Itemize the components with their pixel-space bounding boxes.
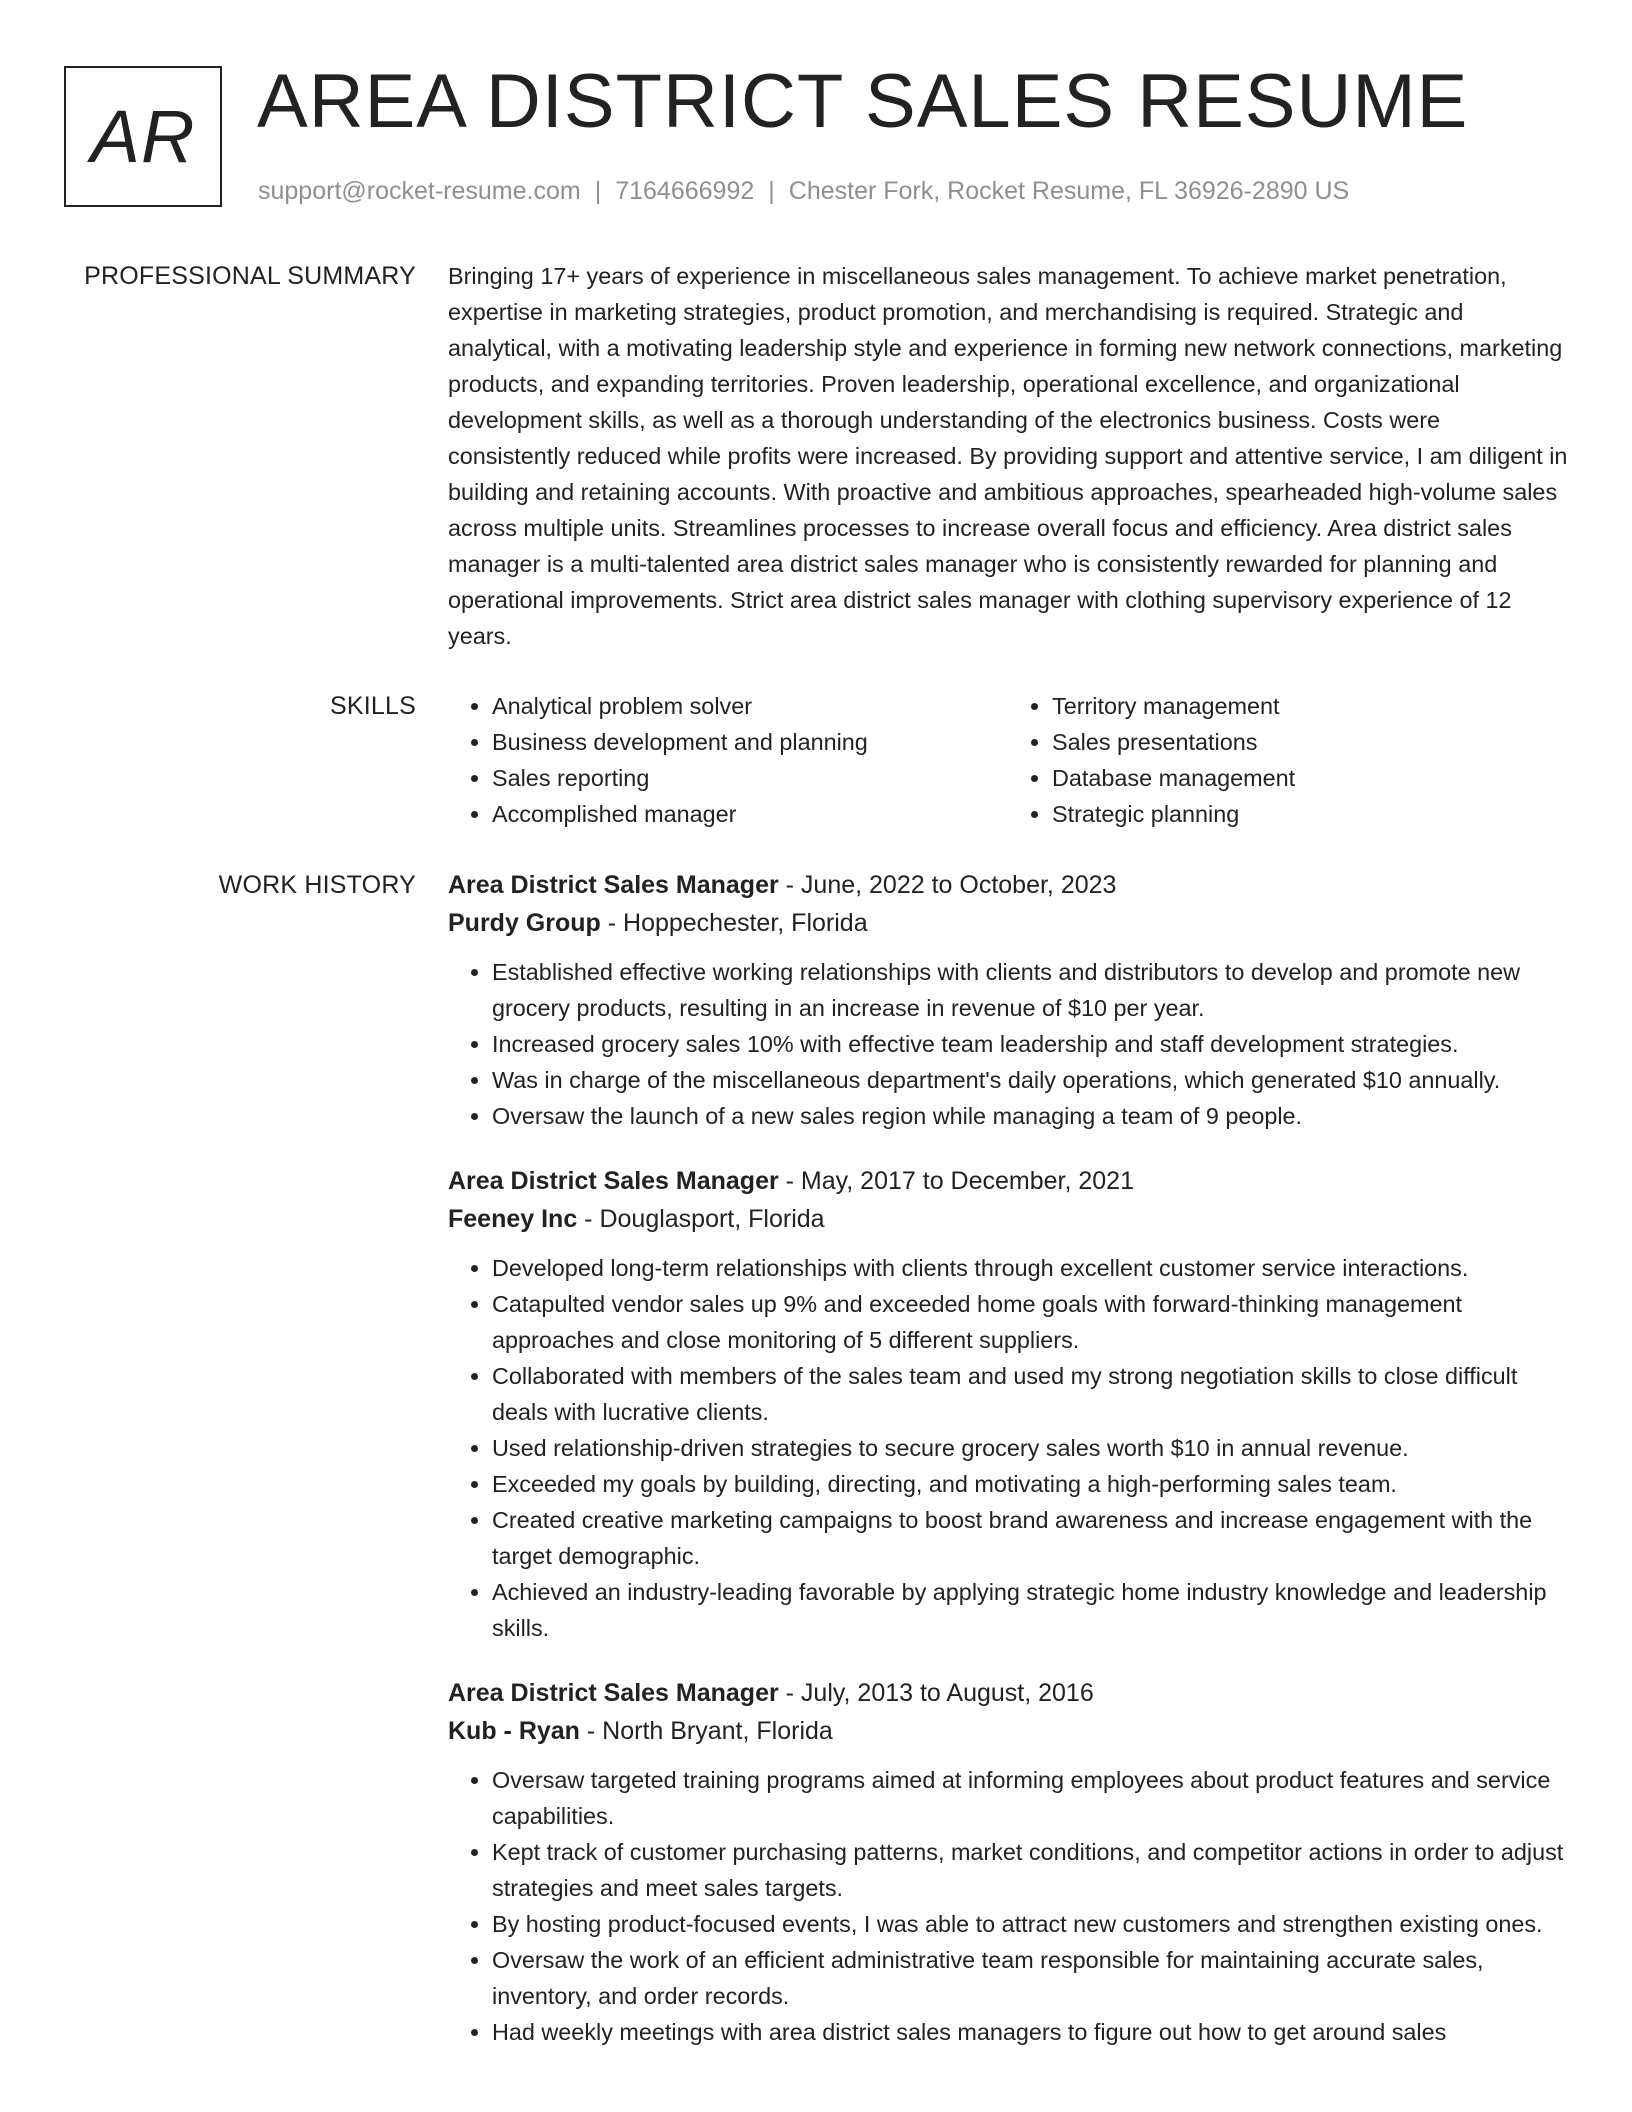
skill-item: • Strategic planning (1052, 796, 1568, 832)
job-title-line (448, 1674, 1568, 1712)
skill-item: • Business development and planning (492, 724, 1008, 760)
job-bullet: • Developed long-term relationships with clients through excellent customer service interactions. (492, 1250, 1568, 1286)
job-dates: - May, 2017 to December, 2021 (778, 1167, 1134, 1195)
summary-body (448, 258, 1568, 654)
job-entry (448, 866, 1568, 1134)
skill-item: • Database management (1052, 760, 1568, 796)
job-bullets (448, 1250, 1568, 1646)
job-title: Area District Sales Manager (448, 871, 779, 899)
work-history-label: WORK HISTORY (218, 871, 416, 899)
skills-list-left (448, 688, 1008, 832)
skill-item: • Territory management (1052, 688, 1568, 724)
contact-email: support@rocket-resume.com (258, 177, 581, 205)
skills-list-right (1008, 688, 1568, 832)
contact-phone: 7164666992 (615, 177, 755, 205)
monogram-badge: AR (64, 66, 222, 207)
job-entry (448, 1674, 1568, 2050)
job-company: Feeney Inc (448, 1205, 578, 1233)
job-company-line (448, 904, 1568, 942)
job-bullets (448, 954, 1568, 1134)
job-company-line (448, 1712, 1568, 1750)
job-bullet: • Created creative marketing campaigns to boost brand awareness and increase engagement with the target demographic. (492, 1502, 1568, 1574)
skill-item: • Sales presentations (1052, 724, 1568, 760)
job-title: Area District Sales Manager (448, 1679, 779, 1707)
skills-label: SKILLS (330, 692, 416, 720)
job-bullet: • Used relationship-driven strategies to secure grocery sales worth $10 in annual revenue. (492, 1430, 1568, 1466)
job-bullet: • Exceeded my goals by building, directing, and motivating a high-performing sales team. (492, 1466, 1568, 1502)
contact-address: Chester Fork, Rocket Resume, FL 36926-2890 US (788, 177, 1350, 205)
job-dates: - June, 2022 to October, 2023 (778, 871, 1117, 899)
job-company-line (448, 1200, 1568, 1238)
job-location: - North Bryant, Florida (579, 1717, 833, 1745)
job-bullet: • Collaborated with members of the sales team and used my strong negotiation skills to close difficult deals with lucrative clients. (492, 1358, 1568, 1430)
job-bullet: • Established effective working relationships with clients and distributors to develop and promote new grocery products, resulting in an increase in revenue of $10 per year. (492, 954, 1568, 1026)
job-bullet: • Oversaw targeted training programs aimed at informing employees about product features and service capabilities. (492, 1762, 1568, 1834)
job-company: Kub - Ryan (448, 1717, 580, 1745)
job-dates: - July, 2013 to August, 2016 (778, 1679, 1094, 1707)
job-bullet: • Was in charge of the miscellaneous department's daily operations, which generated $10 annually. (492, 1062, 1568, 1098)
job-bullet: • Oversaw the work of an efficient administrative team responsible for maintaining accurate sales, inventory, and order records. (492, 1942, 1568, 2014)
job-company: Purdy Group (448, 909, 601, 937)
work-history-body (448, 866, 1568, 2078)
skill-item: • Accomplished manager (492, 796, 1008, 832)
job-bullets (448, 1762, 1568, 2050)
skill-item: • Analytical problem solver (492, 688, 1008, 724)
job-bullet: • By hosting product-focused events, I was able to attract new customers and strengthen existing ones. (492, 1906, 1568, 1942)
job-title-line (448, 866, 1568, 904)
summary-text: Bringing 17+ years of experience in miscellaneous sales management. To achieve market penetration, expertise in marketing strategies, product promotion, and merchandising is required. Strategic and analytical, with a motivating leadership style and experience in forming new network connections, marketing products, and expanding territories. Proven leadership, operational excellence, and organizational development skills, as well as a thorough understanding of the electronics business. Costs were consistently reduced while profits were increased. By providing support and attentive service, I am diligent in building and retaining accounts. With proactive and ambitious approaches, spearheaded high-volume sales across multiple units. Streamlines processes to increase overall focus and efficiency. Area district sales manager is a multi-talented area district sales manager who is consistently rewarded for planning and operational improvements. Strict area district sales manager with clothing supervisory experience of 12 years. (448, 263, 1568, 649)
contact-separator: | (768, 177, 775, 205)
job-bullet: • Had weekly meetings with area district sales managers to figure out how to get around sales (492, 2014, 1568, 2050)
resume-title: AREA DISTRICT SALES RESUME (257, 59, 1469, 144)
job-title-line (448, 1162, 1568, 1200)
contact-line (258, 174, 1349, 208)
summary-label: PROFESSIONAL SUMMARY (84, 262, 416, 290)
job-title: Area District Sales Manager (448, 1167, 779, 1195)
job-bullet: • Kept track of customer purchasing patterns, market conditions, and competitor actions in order to adjust strategies and meet sales targets. (492, 1834, 1568, 1906)
job-bullet: • Achieved an industry-leading favorable by applying strategic home industry knowledge and leadership skills. (492, 1574, 1568, 1646)
job-entry (448, 1162, 1568, 1646)
skills-body (448, 688, 1568, 832)
contact-separator: | (594, 177, 602, 205)
job-bullet: • Oversaw the launch of a new sales region while managing a team of 9 people. (492, 1098, 1568, 1134)
job-bullet: • Increased grocery sales 10% with effective team leadership and staff development strategies. (492, 1026, 1568, 1062)
job-location: - Douglasport, Florida (577, 1205, 825, 1233)
skill-item: • Sales reporting (492, 760, 1008, 796)
job-location: - Hoppechester, Florida (600, 909, 868, 937)
job-bullet: • Catapulted vendor sales up 9% and exceeded home goals with forward-thinking management approaches and close monitoring of 5 different suppliers. (492, 1286, 1568, 1358)
